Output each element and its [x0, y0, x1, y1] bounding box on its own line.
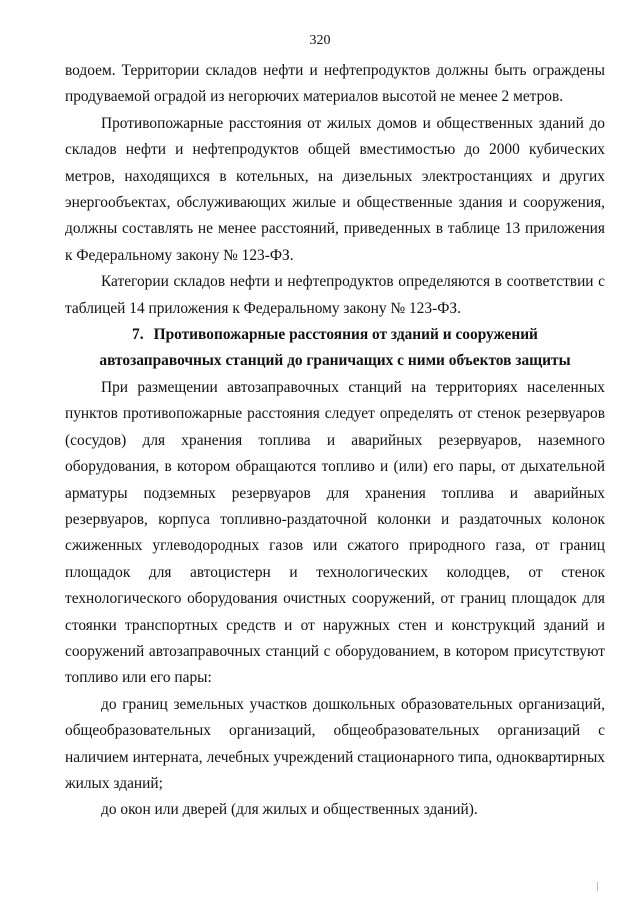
paragraph-list-item-land-plots: до границ земельных участков дошкольных образовательных организаций, общеобразовательных организаций, общеобразовательных организаций с наличием интерната, лечебных учреждений стационарного типа, одноквартирных жилых зданий;: [65, 695, 605, 792]
section-number: 7.: [132, 326, 144, 344]
section-title-line1: Противопожарные расстояния от зданий и сооружений: [153, 326, 538, 344]
paragraph-storage-categories: Категории складов нефти и нефтепродуктов определяются в соответствии с таблицей 14 приложения к Федеральному закону № 123-ФЗ.: [65, 273, 605, 317]
paragraph-fire-distances-storage: Противопожарные расстояния от жилых домов и общественных зданий до складов нефти и нефтепродуктов общей вместимостью до 2000 кубических метров, находящихся в котельных, на дизельных электростанциях и других энергообъектах, обслуживающих жилые и общественные здания и сооружения, должны составлять не менее расстояний, приведенных в таблице 13 приложения к Федеральному закону № 123-ФЗ.: [65, 114, 605, 264]
paragraph-gas-station-placement: При размещении автозаправочных станций на территориях населенных пунктов противопожарные расстояния следует определять от стенок резервуаров (сосудов) для хранения топлива и аварийных резервуаров, наземного оборудования, в котором обращаются топливо и (или) его пары, от дыхательной арматуры подземных резервуаров для хранения топлива и аварийных резервуаров, корпуса топливно-раздаточной колонки и раздаточных колонок сжиженных углеводородных газов или сжатого природного газа, от границ площадок для автоцистерн и технологических колодцев, от стенок технологического оборудования очистных сооружений, от границ площадок для стоянки транспортных средств и от наружных стен и конструкций зданий и сооружений автозаправочных станций с оборудованием, в котором присутствуют топливо или его пары:: [65, 378, 605, 687]
page-number: 320: [309, 33, 331, 48]
section-heading: [65, 322, 605, 375]
scan-mark: [597, 882, 598, 891]
paragraph-fence-requirement: водоем. Территории складов нефти и нефтепродуктов должны быть ограждены продуваемой оградой из негорючих материалов высотой не менее 2 метров.: [65, 62, 605, 106]
paragraph-list-item-windows-doors: до окон или дверей (для жилых и общественных зданий).: [101, 801, 478, 819]
section-title-line2: автозаправочных станций до граничащих с ними объектов защиты: [99, 352, 571, 370]
document-body: [65, 58, 605, 824]
